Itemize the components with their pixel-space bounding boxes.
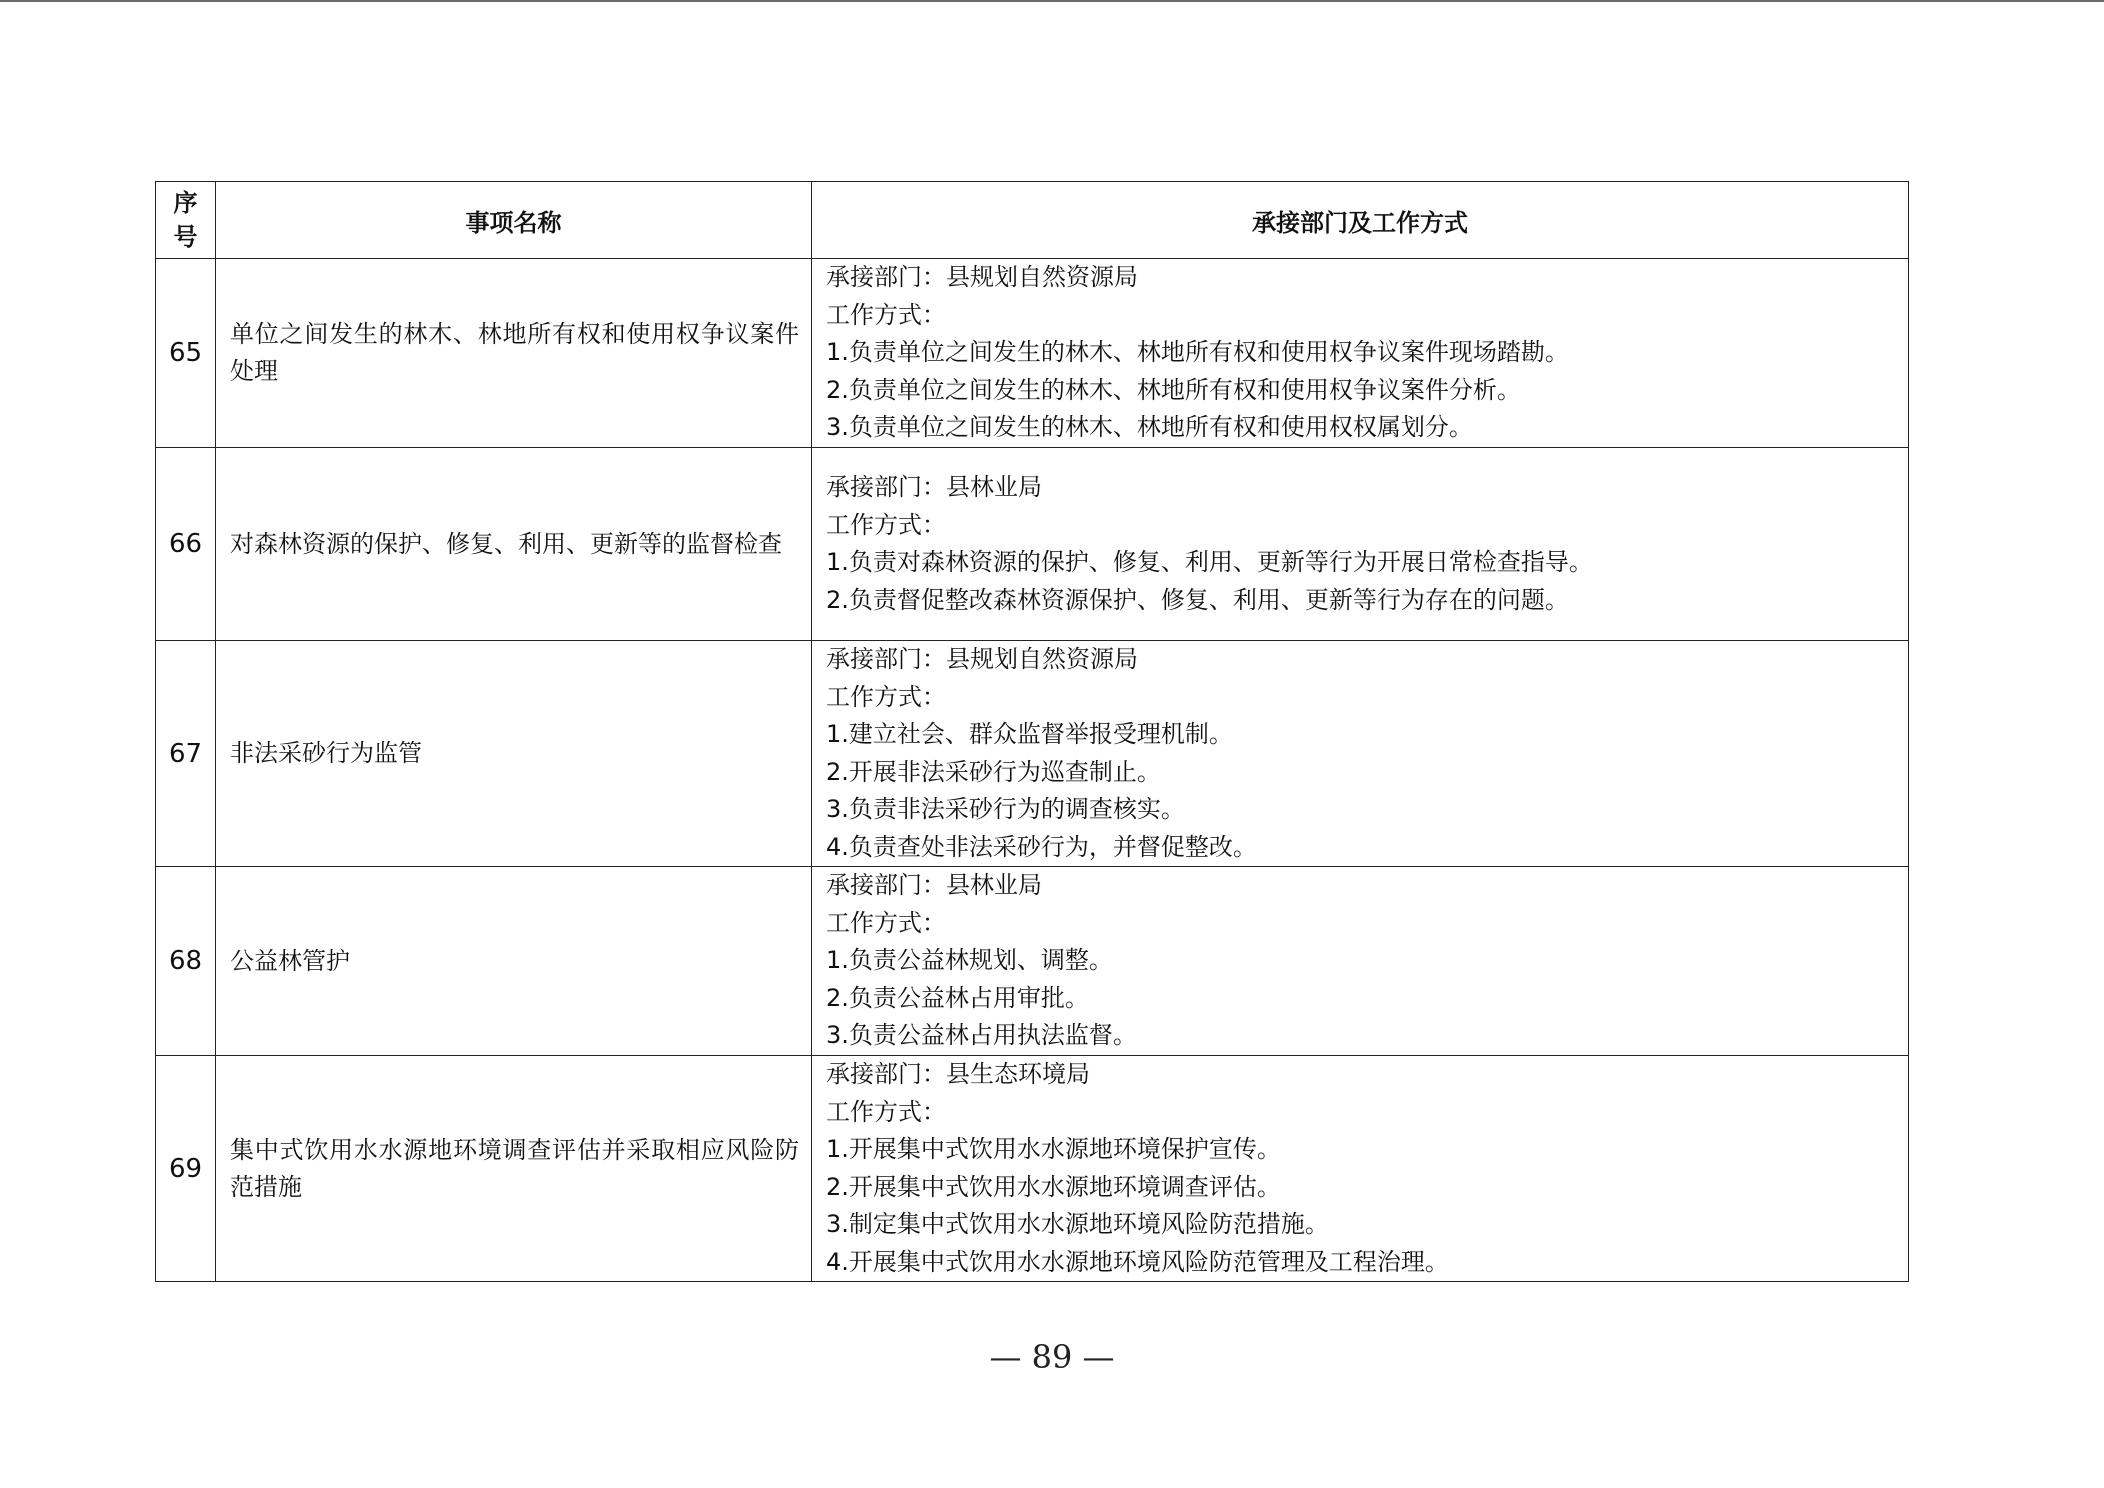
dept-line: 工作方式： [826, 1097, 946, 1126]
row-dept-method [812, 867, 1909, 1056]
dept-line: 1.负责公益林规划、调整。 [826, 946, 1113, 975]
dept-line: 工作方式： [826, 510, 946, 539]
row-dept-method [812, 1056, 1909, 1282]
row-dept-method [812, 448, 1909, 641]
dept-line: 工作方式： [826, 682, 946, 711]
row-item-name: 对森林资源的保护、修复、利用、更新等的监督检查 [216, 448, 812, 641]
row-seq: 69 [156, 1056, 216, 1282]
table-row [156, 259, 1909, 448]
dept-line: 4.负责查处非法采砂行为，并督促整改。 [826, 832, 1257, 861]
row-dept-method [812, 641, 1909, 867]
items-table [155, 181, 1909, 1282]
row-seq: 68 [156, 867, 216, 1056]
dept-line: 承接部门：县林业局 [826, 473, 1042, 501]
dept-line: 4.开展集中式饮用水水源地环境风险防范管理及工程治理。 [826, 1247, 1449, 1276]
dept-line: 工作方式： [826, 908, 946, 937]
table-header-row [156, 182, 1909, 259]
row-seq: 65 [156, 259, 216, 448]
page-number: — 89 — [989, 1338, 1115, 1376]
row-dept-method [812, 259, 1909, 448]
table-row [156, 867, 1909, 1056]
dept-line: 1.建立社会、群众监督举报受理机制。 [826, 720, 1233, 748]
dept-line: 1.负责单位之间发生的林木、林地所有权和使用权争议案件现场踏勘。 [826, 338, 1569, 367]
dept-line: 2.开展非法采砂行为巡查制止。 [826, 757, 1161, 786]
dept-line: 3.负责单位之间发生的林木、林地所有权和使用权权属划分。 [826, 413, 1473, 442]
dept-line: 3.负责公益林占用执法监督。 [826, 1021, 1137, 1050]
row-item-name: 公益林管护 [216, 867, 812, 1056]
top-border-line [0, 0, 2104, 2]
header-seq [156, 182, 216, 259]
dept-line: 3.负责非法采砂行为的调查核实。 [826, 795, 1185, 823]
table-row [156, 448, 1909, 641]
dept-line: 2.负责督促整改森林资源保护、修复、利用、更新等行为存在的问题。 [826, 585, 1569, 614]
row-seq: 67 [156, 641, 216, 867]
header-item-name: 事项名称 [216, 182, 812, 259]
dept-line: 工作方式： [826, 300, 946, 329]
dept-line: 承接部门：县规划自然资源局 [826, 263, 1138, 292]
dept-line: 1.开展集中式饮用水水源地环境保护宣传。 [826, 1135, 1281, 1163]
dept-line: 承接部门：县生态环境局 [826, 1060, 1090, 1088]
dept-line: 3.制定集中式饮用水水源地环境风险防范措施。 [826, 1210, 1329, 1238]
header-seq-line2: 号 [173, 223, 198, 251]
row-item-name: 单位之间发生的林木、林地所有权和使用权争议案件处理 [216, 259, 812, 448]
header-seq-line1: 序 [173, 189, 198, 217]
dept-line: 承接部门：县林业局 [826, 871, 1042, 900]
table-row [156, 641, 1909, 867]
table-row [156, 1056, 1909, 1282]
dept-line: 2.开展集中式饮用水水源地环境调查评估。 [826, 1172, 1281, 1201]
dept-line: 承接部门：县规划自然资源局 [826, 645, 1138, 673]
row-seq: 66 [156, 448, 216, 641]
row-item-name: 非法采砂行为监管 [216, 641, 812, 867]
dept-line: 1.负责对森林资源的保护、修复、利用、更新等行为开展日常检查指导。 [826, 548, 1593, 576]
row-item-name: 集中式饮用水水源地环境调查评估并采取相应风险防范措施 [216, 1056, 812, 1282]
dept-line: 2.负责单位之间发生的林木、林地所有权和使用权争议案件分析。 [826, 375, 1521, 404]
dept-line: 2.负责公益林占用审批。 [826, 983, 1089, 1012]
header-dept-method: 承接部门及工作方式 [812, 182, 1909, 259]
